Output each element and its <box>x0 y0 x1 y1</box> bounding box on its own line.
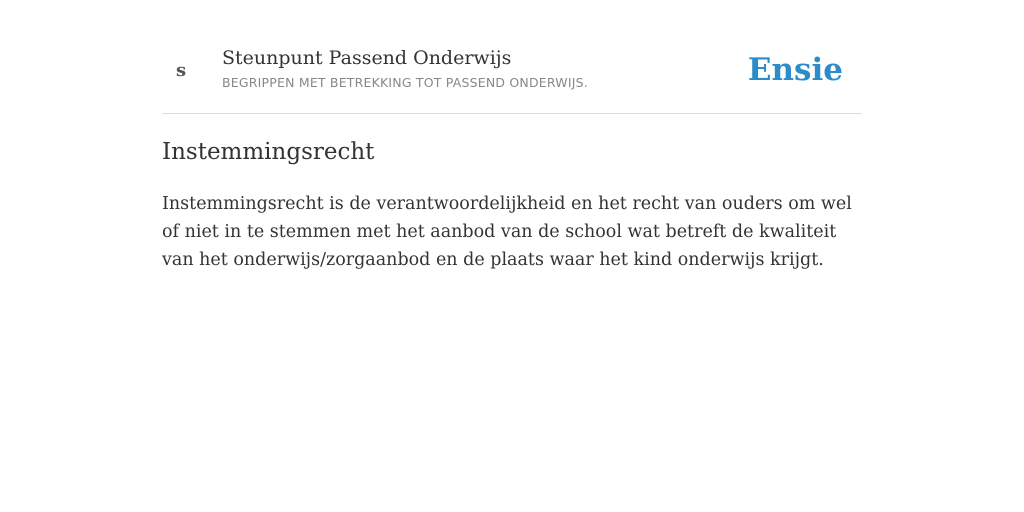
site-logo-icon[interactable]: s <box>176 60 187 81</box>
site-subtitle: BEGRIPPEN MET BETREKKING TOT PASSEND ONDERWIJS. <box>222 75 588 90</box>
page-container <box>162 0 862 270</box>
term-definition: Instemmingsrecht is de verantwoordelijkheid en het recht van ouders om wel of niet in te stemmen met het aanbod van de school wat betreft de kwaliteit van het onderwijs/zorgaanbod en de plaats waar het kind onderwijs krijgt. <box>162 194 852 270</box>
site-title-link[interactable]: Steunpunt Passend Onderwijs <box>222 47 512 69</box>
site-header <box>162 0 862 114</box>
term-title: Instemmingsrecht <box>162 139 375 165</box>
ensie-brand-link[interactable]: Ensie <box>747 52 843 88</box>
